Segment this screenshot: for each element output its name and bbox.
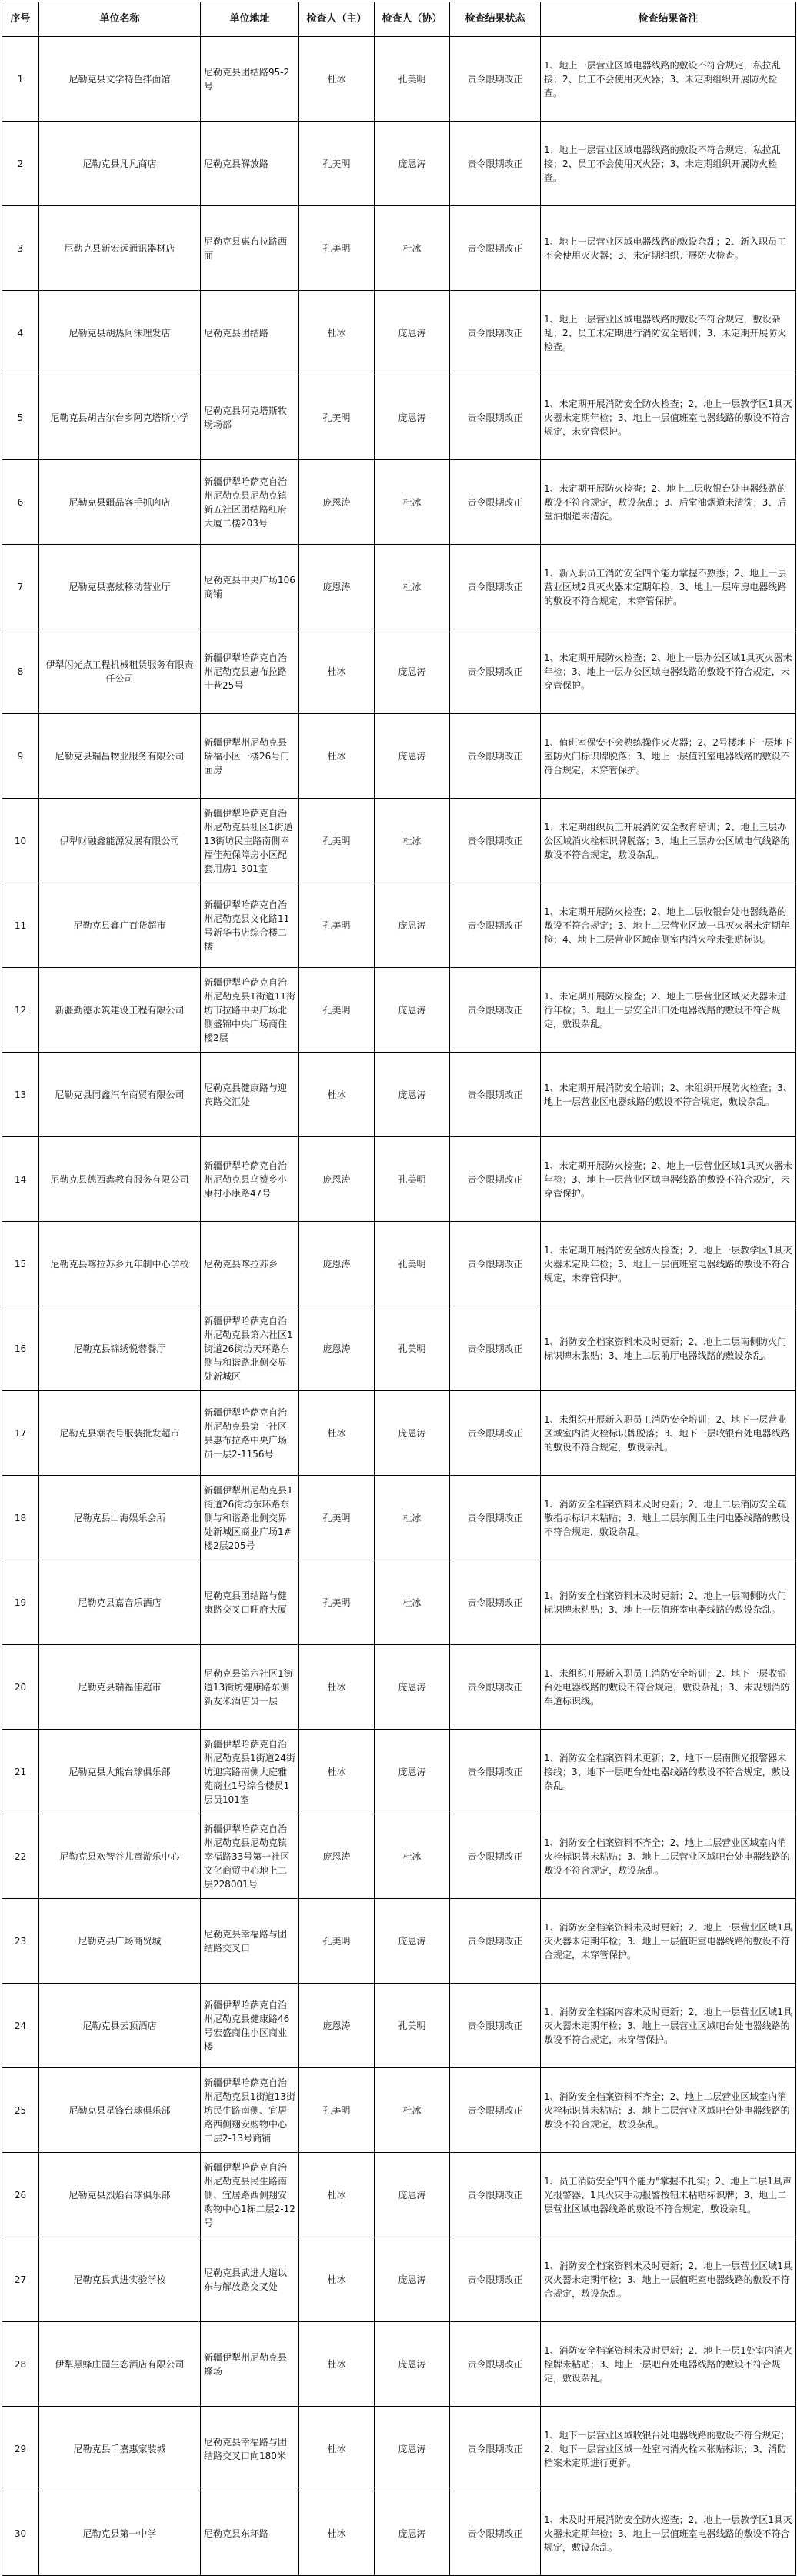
- unit-address: 新疆伊犁哈萨克自治州尼勒克县文化路11号新华书店综合楼二楼: [201, 883, 299, 968]
- unit-name: 尼勒克县欢智谷儿童游乐中心: [39, 1814, 201, 1899]
- inspector-main: 杜冰: [299, 37, 375, 122]
- unit-name: 尼勒克县凡凡商店: [39, 122, 201, 206]
- inspector-main: 杜冰: [299, 2153, 375, 2237]
- inspector-main: 孔美明: [299, 206, 375, 291]
- unit-address: 尼勒克县惠布拉路西面: [201, 206, 299, 291]
- row-number: 30: [2, 2491, 39, 2576]
- result-status: 责令限期改正: [450, 206, 541, 291]
- result-status: 责令限期改正: [450, 799, 541, 883]
- table-row: [2, 1053, 796, 1137]
- unit-address: 新疆伊犁哈萨克自治州尼勒克县健康路46号宏盛商住小区商业楼: [201, 1984, 299, 2068]
- row-number: 4: [2, 291, 39, 375]
- unit-address: 新疆伊犁哈萨克自治州尼勒克县尼勒克镇幸福路33号第一社区文化商贸中心地上二层228001号: [201, 1814, 299, 1899]
- table-row: [2, 2068, 796, 2153]
- unit-address: 新疆伊犁哈萨克自治州尼勒克县民生路南侧、宜居路西侧翔安购物中心1栋二层2-12号: [201, 2153, 299, 2237]
- inspector-assist: 庞恩涛: [375, 2322, 450, 2407]
- result-remark: 1、地下一层营业区域收银台处电器线路的敷设不符合规定；2、地下一层营业区域一处室内消火栓未张贴标识；3、消防档案未定期进行更新。: [541, 2407, 796, 2491]
- result-status: 责令限期改正: [450, 1560, 541, 1645]
- unit-address: 新疆伊犁哈萨克自治州尼勒克县乌赞乡小康村小康路47号: [201, 1137, 299, 1222]
- row-number: 25: [2, 2068, 39, 2153]
- result-status: 责令限期改正: [450, 1137, 541, 1222]
- result-remark: 1、未定期开展防火检查；2、地上一层营业区域1具灭火器未年检；3、地上一层营业区域电器线路的敷设不符合规定，未穿管保护。: [541, 1137, 796, 1222]
- unit-address: 尼勒克县第六社区1街道13街坊健康路东侧新友米酒店员一层: [201, 1645, 299, 1730]
- inspector-main: 杜冰: [299, 1730, 375, 1814]
- unit-name: 尼勒克县文学特色拌面馆: [39, 37, 201, 122]
- row-number: 26: [2, 2153, 39, 2237]
- inspector-assist: 庞恩涛: [375, 375, 450, 460]
- row-number: 5: [2, 375, 39, 460]
- table-row: [2, 37, 796, 122]
- unit-name: 伊犁闪光点工程机械租赁服务有限责任公司: [39, 629, 201, 714]
- result-status: 责令限期改正: [450, 2237, 541, 2322]
- inspector-main: 孔美明: [299, 122, 375, 206]
- result-status: 责令限期改正: [450, 375, 541, 460]
- result-remark: 1、消防安全档案资料未及时更新；2、地上一层营业区域1具灭火器未定期年检；3、地上一层值班室电器线路的敷设不符合规定，未穿管保护。: [541, 1899, 796, 1984]
- unit-name: 尼勒克县鑫广百货超市: [39, 883, 201, 968]
- inspector-assist: 庞恩涛: [375, 1391, 450, 1476]
- result-remark: 1、未定期开展防火检查；2、地上二层营业区域灭火器未进行年检；3、地上一层安全出口处电器线路的敷设不符合规定，敷设杂乱。: [541, 968, 796, 1053]
- unit-name: 尼勒克县山海娱乐会所: [39, 1476, 201, 1560]
- inspector-assist: 庞恩涛: [375, 883, 450, 968]
- result-remark: 1、地上一层营业区域电器线路的敷设不符合规定，私拉乱接；2、员工不会使用灭火器；3、未定期组织开展防火检查。: [541, 37, 796, 122]
- unit-name: 尼勒克县瑞昌物业服务有限公司: [39, 714, 201, 799]
- inspector-main: 杜冰: [299, 1645, 375, 1730]
- unit-address: 尼勒克县团结路与健康路交叉口旺府大厦: [201, 1560, 299, 1645]
- unit-name: 尼勒克县疆品客手抓肉店: [39, 460, 201, 545]
- header-remark: 检查结果备注: [541, 2, 796, 37]
- table-row: [2, 629, 796, 714]
- unit-name: 尼勒克县千嘉惠家装城: [39, 2407, 201, 2491]
- result-remark: 1、未定期开展消防安全防火检查；2、地上一层教学区1具灭火器未定期年检；3、地上一层值班室电器线路的敷设不符合规定，未穿管保护。: [541, 375, 796, 460]
- row-number: 7: [2, 545, 39, 629]
- inspector-main: 杜冰: [299, 2407, 375, 2491]
- unit-name: 尼勒克县喀拉苏乡九年制中心学校: [39, 1222, 201, 1306]
- inspector-main: 杜冰: [299, 2237, 375, 2322]
- table-row: [2, 1645, 796, 1730]
- inspector-assist: 庞恩涛: [375, 2407, 450, 2491]
- inspector-assist: 孔美明: [375, 1137, 450, 1222]
- inspector-assist: 孔美明: [375, 37, 450, 122]
- unit-address: 尼勒克县中央广场106商铺: [201, 545, 299, 629]
- row-number: 2: [2, 122, 39, 206]
- unit-name: 尼勒克县大熊台球俱乐部: [39, 1730, 201, 1814]
- inspector-assist: 庞恩涛: [375, 1730, 450, 1814]
- unit-name: 尼勒克县烈焰台球俱乐部: [39, 2153, 201, 2237]
- result-status: 责令限期改正: [450, 1222, 541, 1306]
- inspector-main: 杜冰: [299, 1391, 375, 1476]
- result-status: 责令限期改正: [450, 1645, 541, 1730]
- result-remark: 1、值班室保安不会熟练操作灭火器；2、2号楼地下一层地下室防火门标识牌脱落；3、地上一层值班室电器线路的敷设不符合规定，未穿管保护。: [541, 714, 796, 799]
- unit-address: 新疆伊犁哈萨克自治州尼勒克县第六社区1街道26街坊天环路东侧与和谐路北侧交界处新城区: [201, 1306, 299, 1391]
- row-number: 29: [2, 2407, 39, 2491]
- table-row: [2, 1137, 796, 1222]
- unit-name: 尼勒克县武进实验学校: [39, 2237, 201, 2322]
- inspector-assist: 庞恩涛: [375, 1645, 450, 1730]
- table-row: [2, 2491, 796, 2576]
- inspector-main: 孔美明: [299, 375, 375, 460]
- table-row: [2, 206, 796, 291]
- table-row: [2, 1814, 796, 1899]
- inspector-assist: 孔美明: [375, 1306, 450, 1391]
- unit-address: 尼勒克县团结路: [201, 291, 299, 375]
- unit-name: 伊犁财融鑫能源发展有限公司: [39, 799, 201, 883]
- result-remark: 1、未定期开展消防安全培训；2、未组织开展防火检查；3、地上一层营业区电器线路的敷设不符合规定，敷设杂乱。: [541, 1053, 796, 1137]
- unit-address: 新疆伊犁哈萨克自治州尼勒克县1街道11街坊市拉路中央广场北侧盛锦中央广场商住楼2层: [201, 968, 299, 1053]
- result-remark: 1、未组织开展新入职员工消防安全培训；2、地下一层营业区域室内消火栓标识牌脱落；3、地下一层收银台处电器线路的敷设不符合规定，敷设杂乱。: [541, 1391, 796, 1476]
- result-status: 责令限期改正: [450, 1814, 541, 1899]
- inspector-main: 杜冰: [299, 2491, 375, 2576]
- inspector-main: 孔美明: [299, 1560, 375, 1645]
- inspector-assist: 杜冰: [375, 1814, 450, 1899]
- row-number: 28: [2, 2322, 39, 2407]
- inspector-assist: 庞恩涛: [375, 2153, 450, 2237]
- inspector-assist: 杜冰: [375, 1560, 450, 1645]
- unit-name: 尼勒克县潮衣号服装批发超市: [39, 1391, 201, 1476]
- unit-address: 新疆伊犁哈萨克自治州尼勒克县1街道13街坊民生路南侧、宜居路西侧翔安购物中心二层2-13号商铺: [201, 2068, 299, 2153]
- table-row: [2, 2153, 796, 2237]
- inspector-main: 庞恩涛: [299, 1306, 375, 1391]
- table-row: [2, 545, 796, 629]
- result-remark: 1、消防安全档案资料未及时更新；2、地上一层1处室内消火栓牌未粘贴；3、地上一层吧台处电器线路的敷设不符合规定，敷设杂乱。: [541, 2322, 796, 2407]
- unit-name: 伊犁黑蜂庄园生态酒店有限公司: [39, 2322, 201, 2407]
- inspector-main: 孔美明: [299, 1476, 375, 1560]
- result-status: 责令限期改正: [450, 291, 541, 375]
- unit-address: 尼勒克县健康路与迎宾路交汇处: [201, 1053, 299, 1137]
- row-number: 15: [2, 1222, 39, 1306]
- inspector-main: 杜冰: [299, 291, 375, 375]
- unit-address: 新疆伊犁州尼勒克县瑞福小区一楼26号门面房: [201, 714, 299, 799]
- inspector-main: 庞恩涛: [299, 1137, 375, 1222]
- inspector-assist: 杜冰: [375, 460, 450, 545]
- row-number: 1: [2, 37, 39, 122]
- inspector-main: 孔美明: [299, 1899, 375, 1984]
- unit-name: 尼勒克县瑞福佳超市: [39, 1645, 201, 1730]
- result-remark: 1、消防安全档案资料未及时更新；2、地上二层消防安全疏散指示标识未粘贴；3、地上二层东侧卫生间电器线路的敷设不符合规定，敷设杂乱。: [541, 1476, 796, 1560]
- table-row: [2, 291, 796, 375]
- result-remark: 1、消防安全档案资料未及时更新；2、地上一层南侧防火门标识牌未粘贴；3、地上一层值班室电器线路的敷设杂乱。: [541, 1560, 796, 1645]
- header-unit-address: 单位地址: [201, 2, 299, 37]
- table-row: [2, 2322, 796, 2407]
- table-row: [2, 714, 796, 799]
- result-remark: 1、未定期开展防火检查；2、地上二层收银台处电器线路的敷设不符合规定，敷设杂乱；3、后堂油烟道未清洗；3、后堂油烟道未清洗。: [541, 460, 796, 545]
- row-number: 22: [2, 1814, 39, 1899]
- result-remark: 1、未定期开展消防安全防火检查；2、地上一层教学区1具灭火器未定期年检；3、地上一层值班室电器线路的敷设不符合规定，未穿管保护。: [541, 1222, 796, 1306]
- inspector-main: 孔美明: [299, 883, 375, 968]
- result-status: 责令限期改正: [450, 122, 541, 206]
- result-status: 责令限期改正: [450, 1899, 541, 1984]
- table-row: [2, 1730, 796, 1814]
- unit-name: 尼勒克县第一中学: [39, 2491, 201, 2576]
- table-row: [2, 1899, 796, 1984]
- row-number: 27: [2, 2237, 39, 2322]
- unit-address: 新疆伊犁州尼勒克县蜂场: [201, 2322, 299, 2407]
- unit-address: 新疆伊犁哈萨克自治州尼勒克县社区1街道13街坊民主路南侧幸福佳苑保障房小区配套用房1-301室: [201, 799, 299, 883]
- header-no: 序号: [2, 2, 39, 37]
- result-remark: 1、消防安全档案资料未及时更新；2、地上一层营业区域1具灭火器未定期年检；3、地上一层值班室电器线路的敷设不符合规定，敷设杂乱。: [541, 2237, 796, 2322]
- row-number: 14: [2, 1137, 39, 1222]
- result-remark: 1、员工消防安全"四个能力"掌握不扎实；2、地上二层1具声光报警器、1具火灾手动报警按钮未粘贴标识牌；3、地上二层营业区域电器线路的敷设不符合规定，敷设杂乱。: [541, 2153, 796, 2237]
- row-number: 10: [2, 799, 39, 883]
- result-remark: 1、未定期开展防火检查；2、地上一层办公区域1具灭火器未年检；3、地上一层办公区域电器线路的敷设不符合规定，未穿管保护。: [541, 629, 796, 714]
- header-inspector-main: 检查人（主）: [299, 2, 375, 37]
- result-status: 责令限期改正: [450, 2068, 541, 2153]
- table-row: [2, 1984, 796, 2068]
- inspector-main: 孔美明: [299, 799, 375, 883]
- inspector-main: 杜冰: [299, 629, 375, 714]
- result-remark: 1、未定期组织员工开展消防安全教育培训；2、地上三层办公区域消火栓标识牌脱落；3、地上三层办公区域电气线路的敷设不符合规定，敷设杂乱。: [541, 799, 796, 883]
- row-number: 17: [2, 1391, 39, 1476]
- table-row: [2, 460, 796, 545]
- result-remark: 1、地上一层营业区域电器线路的敷设不符合规定，敷设杂乱；2、员工未定期进行消防安全培训；3、未定期开展防火检查。: [541, 291, 796, 375]
- unit-name: 尼勒克县德西鑫教育服务有限公司: [39, 1137, 201, 1222]
- header-inspector-assist: 检查人（协）: [375, 2, 450, 37]
- inspection-table: [2, 2, 796, 2576]
- result-status: 责令限期改正: [450, 2322, 541, 2407]
- table-row: [2, 2407, 796, 2491]
- result-remark: 1、新入职员工消防安全四个能力掌握不熟悉；2、地上一层营业区域2具灭火器未定期年检；3、地上一层库房电器线路的敷设不符合规定，未穿管保护。: [541, 545, 796, 629]
- unit-name: 新疆勤德永筑建设工程有限公司: [39, 968, 201, 1053]
- inspector-assist: 庞恩涛: [375, 122, 450, 206]
- unit-address: 尼勒克县阿克塔斯牧场场部: [201, 375, 299, 460]
- result-status: 责令限期改正: [450, 1984, 541, 2068]
- result-status: 责令限期改正: [450, 37, 541, 122]
- table-row: [2, 1306, 796, 1391]
- table-row: [2, 375, 796, 460]
- unit-address: 尼勒克县喀拉苏乡: [201, 1222, 299, 1306]
- unit-address: 尼勒克县东环路: [201, 2491, 299, 2576]
- header-unit-name: 单位名称: [39, 2, 201, 37]
- unit-name: 尼勒克县云顶酒店: [39, 1984, 201, 2068]
- result-remark: 1、未定期开展防火检查；2、地上二层收银台处电器线路的敷设不符合规定；3、地上二层营业区域一具灭火器未定期年检；4、地上二层营业区域南侧室内消火栓未张贴标识。: [541, 883, 796, 968]
- inspector-main: 杜冰: [299, 714, 375, 799]
- result-remark: 1、未组织开展新入职员工消防安全培训；2、地下一层收银台处电器线路的敷设不符合规定，敷设杂乱；3、未规划消防车道标识线。: [541, 1645, 796, 1730]
- inspector-main: 孔美明: [299, 2068, 375, 2153]
- row-number: 18: [2, 1476, 39, 1560]
- table-header-row: [2, 2, 796, 37]
- inspector-assist: 杜冰: [375, 2068, 450, 2153]
- unit-address: 新疆伊犁哈萨克自治州尼勒克县1街道24街坊迎宾路南侧大庭雅苑商业1号综合楼员1层员101室: [201, 1730, 299, 1814]
- inspector-assist: 庞恩涛: [375, 2237, 450, 2322]
- table-row: [2, 1222, 796, 1306]
- table-row: [2, 1560, 796, 1645]
- result-status: 责令限期改正: [450, 1476, 541, 1560]
- unit-address: 尼勒克县幸福路与团结路交叉口: [201, 1899, 299, 1984]
- table-row: [2, 968, 796, 1053]
- result-remark: 1、地上一层营业区域电器线路的敷设不符合规定，私拉乱接；2、员工不会使用灭火器；3、未定期组织开展防火检查。: [541, 122, 796, 206]
- unit-address: 尼勒克县解放路: [201, 122, 299, 206]
- row-number: 20: [2, 1645, 39, 1730]
- result-status: 责令限期改正: [450, 1730, 541, 1814]
- inspector-main: 庞恩涛: [299, 545, 375, 629]
- row-number: 8: [2, 629, 39, 714]
- result-status: 责令限期改正: [450, 1306, 541, 1391]
- row-number: 9: [2, 714, 39, 799]
- unit-address: 尼勒克县武进大道以东与解放路交叉处: [201, 2237, 299, 2322]
- table-row: [2, 883, 796, 968]
- result-status: 责令限期改正: [450, 545, 541, 629]
- inspector-assist: 杜冰: [375, 799, 450, 883]
- inspector-assist: 庞恩涛: [375, 291, 450, 375]
- unit-name: 尼勒克县嘉音乐酒店: [39, 1560, 201, 1645]
- unit-name: 尼勒克县广场商贸城: [39, 1899, 201, 1984]
- unit-name: 尼勒克县嘉炫移动营业厅: [39, 545, 201, 629]
- table-row: [2, 2237, 796, 2322]
- unit-name: 尼勒克县锦绣悦蓉餐厅: [39, 1306, 201, 1391]
- table-row: [2, 1476, 796, 1560]
- result-status: 责令限期改正: [450, 2407, 541, 2491]
- table-row: [2, 799, 796, 883]
- row-number: 13: [2, 1053, 39, 1137]
- unit-address: 新疆伊犁哈萨克自治州尼勒克县尼勒克镇新五社区团结路红府大厦二楼203号: [201, 460, 299, 545]
- inspector-main: 杜冰: [299, 2322, 375, 2407]
- result-status: 责令限期改正: [450, 2153, 541, 2237]
- result-remark: 1、地上一层营业区域电器线路的敷设杂乱；2、新入职员工不会使用灭火器；3、未定期组织开展防火检查。: [541, 206, 796, 291]
- unit-name: 尼勒克县新宏远通讯器材店: [39, 206, 201, 291]
- unit-name: 尼勒克县同鑫汽车商贸有限公司: [39, 1053, 201, 1137]
- inspector-assist: 杜冰: [375, 206, 450, 291]
- inspector-main: 庞恩涛: [299, 1222, 375, 1306]
- row-number: 16: [2, 1306, 39, 1391]
- inspector-assist: 庞恩涛: [375, 968, 450, 1053]
- row-number: 3: [2, 206, 39, 291]
- result-status: 责令限期改正: [450, 883, 541, 968]
- row-number: 12: [2, 968, 39, 1053]
- row-number: 21: [2, 1730, 39, 1814]
- unit-address: 新疆伊犁州尼勒克县1街道26街坊东环路东侧与和谐路北侧交界处新城区商业广场1#楼2层205号: [201, 1476, 299, 1560]
- unit-address: 新疆伊犁哈萨克自治州尼勒克县第一社区县惠布拉路中央广场员一层2-1156号: [201, 1391, 299, 1476]
- inspector-assist: 庞恩涛: [375, 1053, 450, 1137]
- row-number: 6: [2, 460, 39, 545]
- table-row: [2, 122, 796, 206]
- unit-address: 尼勒克县团结路95-2号: [201, 37, 299, 122]
- unit-name: 尼勒克县胡吉尔台乡阿克塔斯小学: [39, 375, 201, 460]
- result-remark: 1、消防安全档案资料不齐全；2、地上二层营业区域室内消火栓标识牌未粘贴；3、地上二层营业区域吧台处电器线路的敷设不符合规定，敷设杂乱。: [541, 1814, 796, 1899]
- unit-name: 尼勒克县星锋台球俱乐部: [39, 2068, 201, 2153]
- table-row: [2, 1391, 796, 1476]
- row-number: 11: [2, 883, 39, 968]
- inspector-assist: 孔美明: [375, 1984, 450, 2068]
- unit-address: 新疆伊犁哈萨克自治州尼勒克县惠布拉路十巷25号: [201, 629, 299, 714]
- inspector-main: 孔美明: [299, 968, 375, 1053]
- result-remark: 1、未及时开展消防安全防火巡查；2、地上一层教学区1具灭火器未定期年检；3、地上一层值班室电器线路的敷设不符合规定，敷设杂乱。: [541, 2491, 796, 2576]
- row-number: 24: [2, 1984, 39, 2068]
- inspector-main: 庞恩涛: [299, 1984, 375, 2068]
- result-status: 责令限期改正: [450, 714, 541, 799]
- result-remark: 1、消防安全档案资料未更新；2、地下一层南侧光报警器未接线；3、地下一层吧台处电器线路的敷设不符合规定，敷设杂乱。: [541, 1730, 796, 1814]
- result-status: 责令限期改正: [450, 629, 541, 714]
- inspector-main: 庞恩涛: [299, 1814, 375, 1899]
- result-remark: 1、消防安全档案资料不齐全；2、地上二层营业区域室内消火栓标识牌未粘贴；3、地上二层营业区域吧台处电器线路的敷设不符合规定，敷设杂乱。: [541, 2068, 796, 2153]
- unit-name: 尼勒克县胡热阿沫理发店: [39, 291, 201, 375]
- result-status: 责令限期改正: [450, 1391, 541, 1476]
- inspector-assist: 庞恩涛: [375, 2491, 450, 2576]
- result-remark: 1、消防安全档案内容未及时更新；2、地上一层营业区域1具灭火器未定期年检；3、地上一层营业区域吧台处电器线路的敷设不符合规定，未穿管保护。: [541, 1984, 796, 2068]
- inspector-assist: 庞恩涛: [375, 1899, 450, 1984]
- inspector-assist: 庞恩涛: [375, 714, 450, 799]
- row-number: 23: [2, 1899, 39, 1984]
- result-status: 责令限期改正: [450, 2491, 541, 2576]
- unit-address: 尼勒克县幸福路与团结路交叉口向180米: [201, 2407, 299, 2491]
- result-remark: 1、消防安全档案资料未及时更新；2、地上二层南侧防火门标识牌未张贴；3、地上二层前厅电器线路的敷设杂乱。: [541, 1306, 796, 1391]
- inspector-assist: 杜冰: [375, 545, 450, 629]
- inspector-assist: 杜冰: [375, 1476, 450, 1560]
- header-status: 检查结果状态: [450, 2, 541, 37]
- result-status: 责令限期改正: [450, 460, 541, 545]
- inspector-assist: 庞恩涛: [375, 629, 450, 714]
- inspector-main: 杜冰: [299, 1053, 375, 1137]
- row-number: 19: [2, 1560, 39, 1645]
- result-status: 责令限期改正: [450, 1053, 541, 1137]
- inspector-main: 庞恩涛: [299, 460, 375, 545]
- inspector-assist: 孔美明: [375, 1222, 450, 1306]
- result-status: 责令限期改正: [450, 968, 541, 1053]
